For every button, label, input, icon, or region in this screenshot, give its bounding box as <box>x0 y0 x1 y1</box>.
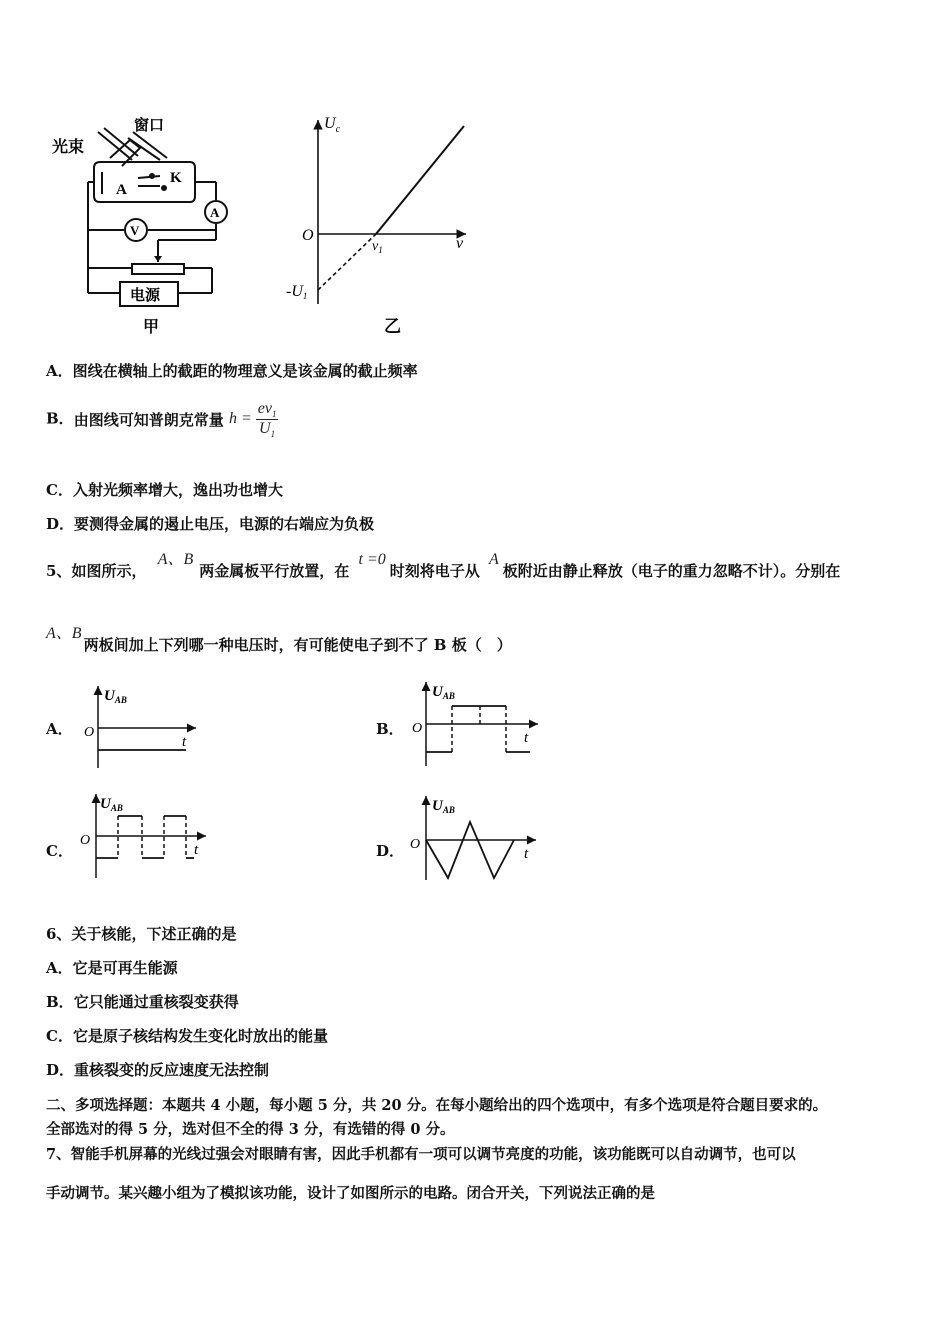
svg-text:UAB: $U_{AB}$ <box>104 688 127 705</box>
figure-yi-graph <box>282 108 482 340</box>
q5-option-d-label: D． <box>376 842 405 860</box>
q6-option-d: D．重核裂变的反应速度无法控制 <box>46 1061 270 1079</box>
q7-stem-line2: 手动调节。某兴趣小组为了模拟该功能，设计了如图所示的电路。闭合开关，下列说法正确的是 <box>46 1185 655 1202</box>
ammeter-label: A <box>210 205 220 220</box>
q4-option-d: D．要测得金属的遏止电压，电源的右端应为负极 <box>46 515 375 533</box>
planck-formula: h = $\frac{e\nu_1}{U_1}$ <box>228 400 277 440</box>
v1-label: $\nu_1$ <box>372 239 383 255</box>
neg-u1-label: -U1 <box>286 283 308 301</box>
label-electrode-a: A <box>116 182 127 198</box>
q5-graph-d <box>406 792 546 884</box>
svg-text:O: O <box>80 833 91 848</box>
x-axis-label: ν <box>456 235 464 252</box>
q5-option-c-label: C． <box>46 842 73 860</box>
q6-option-c: C．它是原子核结构发生变化时放出的能量 <box>46 1027 328 1045</box>
caption-jia: 甲 <box>143 319 160 336</box>
label-window: 窗口 <box>134 118 165 134</box>
svg-text:O: O <box>410 837 421 852</box>
q6-option-b: B．它只能通过重核裂变获得 <box>46 993 239 1011</box>
svg-text:UAB: $U_{AB}$ <box>100 796 123 813</box>
svg-text:t: t <box>194 842 199 858</box>
svg-text:t: t <box>524 730 529 746</box>
q6-stem: 6、关于核能，下述正确的是 <box>46 925 237 943</box>
svg-text:O: O <box>412 721 423 736</box>
q6-option-a: A．它是可再生能源 <box>46 959 178 977</box>
q4-option-b: B．由图线可知普朗克常量 h = $\frac{e\nu_1}{U_1}$ <box>46 400 277 440</box>
svg-text:UAB: $U_{AB}$ <box>432 684 455 701</box>
figure-jia-circuit <box>40 110 240 340</box>
q5-graph-b <box>408 678 548 770</box>
q5-stem-line1: 5、如图所示， A、B两金属板平行放置，在 t =0时刻将电子从 A板附近由静止释放（电子的重力忽略不计）。分别在 <box>46 551 841 580</box>
section2-heading-line2: 全部选对的得 5 分，选对但不全的得 3 分，有选错的得 0 分。 <box>46 1121 455 1138</box>
origin-label: O <box>302 227 314 244</box>
q4-option-c: C．入射光频率增大，逸出功也增大 <box>46 481 283 499</box>
svg-text:t: t <box>524 846 529 862</box>
q7-stem-line1: 7、智能手机屏幕的光线过强会对眼睛有害，因此手机都有一项可以调节亮度的功能，该功能既可以自动调节，也可以 <box>46 1146 796 1163</box>
svg-text:O: O <box>84 725 95 740</box>
voltage-line <box>426 822 514 878</box>
power-source-label: 电源 <box>130 288 161 304</box>
voltmeter-label: V <box>130 223 140 238</box>
graph-line-dashed <box>318 234 376 290</box>
q5-graph-c <box>78 790 214 882</box>
section2-heading-line1: 二、多项选择题：本题共 4 小题，每小题 5 分，共 20 分。在每小题给出的四个选项中，有多个选项是符合题目要求的。 <box>46 1097 828 1114</box>
y-axis-label: $U_c$ <box>324 115 341 135</box>
label-beam: 光束 <box>52 139 85 156</box>
graph-line-solid <box>376 126 464 234</box>
svg-text:UAB: $U_{AB}$ <box>432 798 455 815</box>
q5-option-a-label: A． <box>46 720 73 738</box>
q4-option-a: A．图线在横轴上的截距的物理意义是该金属的截止频率 <box>46 362 418 380</box>
q5-stem-line2: A、B两板间加上下列哪一种电压时，有可能使电子到不了 B 板（ ） <box>46 625 512 654</box>
label-electrode-k: K <box>170 170 182 186</box>
q5-graph-a <box>78 680 208 772</box>
svg-text:t: t <box>182 734 187 750</box>
q5-option-b-label: B． <box>376 720 404 738</box>
caption-yi: 乙 <box>384 317 401 336</box>
